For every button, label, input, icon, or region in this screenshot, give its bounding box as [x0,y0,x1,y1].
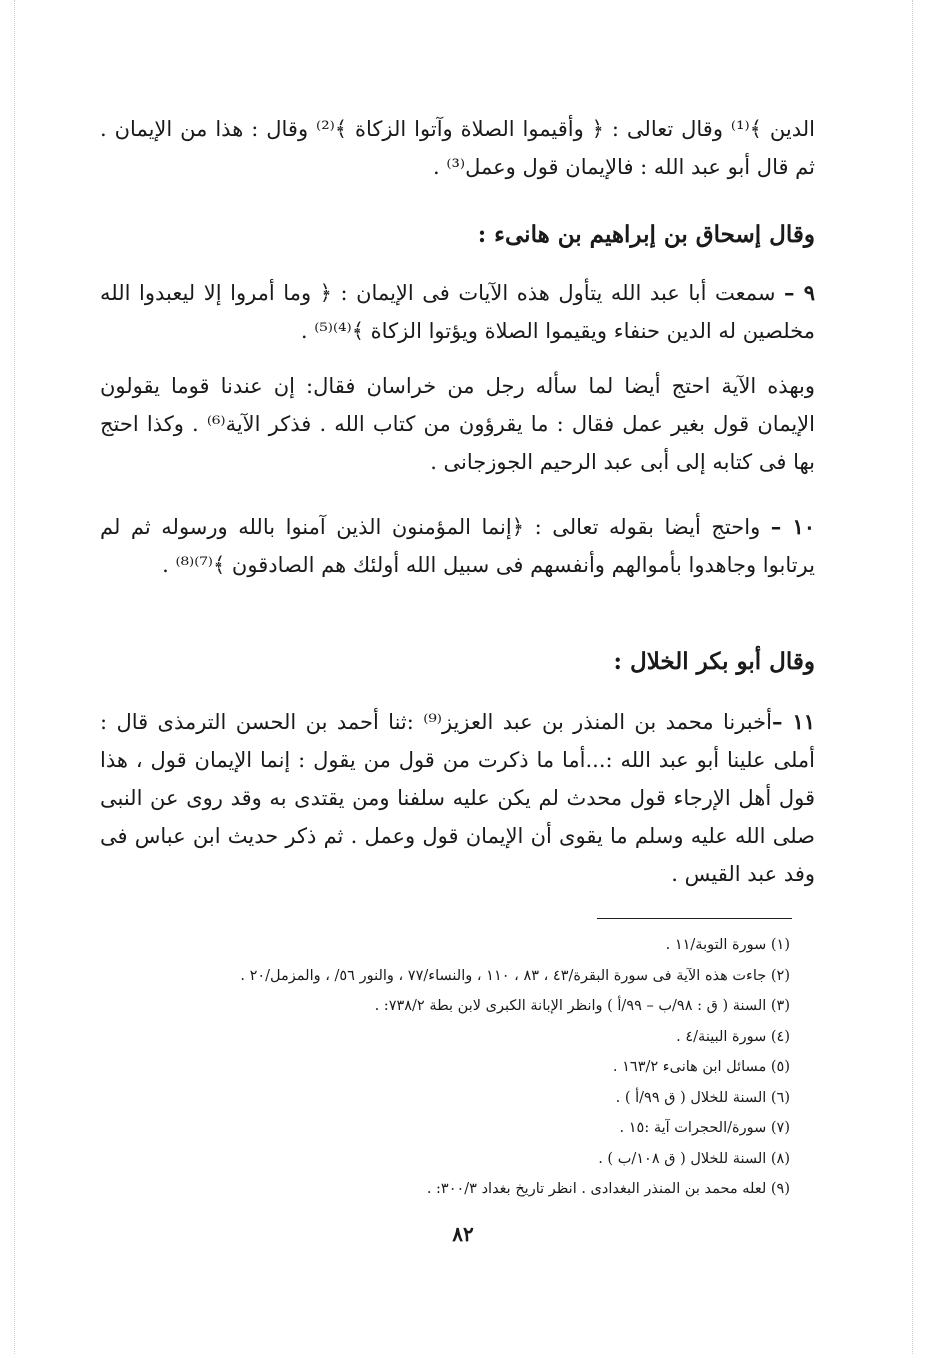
item-number-11: ١١ – [771,709,816,734]
paragraph-continuation [100,110,815,186]
footnote-9: (٩) لعله محمد بن المنذر البغدادى . انظر تاريخ بغداد ٣٠٠/٣: . [426,1181,790,1197]
paragraph-9-continued [100,367,815,481]
footnote-3: (٣) السنة ( ق : ٩٨/ب – ٩٩/أ ) وانظر الإبانة الكبرى لابن بطة ٧٣٨/٢: . [374,998,790,1014]
footnote-divider [597,918,792,919]
paragraph-9 [100,274,815,350]
footnotes-list [100,930,790,1205]
footnote-1: (١) سورة التوبة/١١ . [665,937,790,953]
footnote-6: (٦) السنة للخلال ( ق ٩٩/أ ) . [615,1089,790,1106]
footnote-4: (٤) سورة البينة/٤ . [676,1028,790,1045]
paragraph-11 [100,703,815,893]
scan-edge-left [14,0,15,1354]
paragraph-10 [100,508,815,584]
footnote-5: (٥) مسائل ابن هانىء ١٦٣/٢ . [612,1059,790,1075]
paragraph-text: أخبرنا محمد بن المنذر بن عبد العزيز⁽⁹⁾ :ثنا أحمد بن الحسن الترمذى قال : أملى علينا أبو عبد الله :...أما ما ذكرت من قول من يقول : إنما الإيمان قول ، هذا قول أهل الإرجاء قول محدث لم يكن عليه سلفنا ومن يقتدى به وقد روى عن النبى صلى الله عليه وسلم ما يقوى أن الإيمان قول وعمل . ثم ذكر حديث ابن عباس فى وفد عبد القيس . [100,710,815,886]
paragraph-text: سمعت أبا عبد الله يتأول هذه الآيات فى الإيمان : ﴿ وما أمروا إلا ليعبدوا الله مخلصين له الدين حنفاء ويقيموا الصلاة ويؤتوا الزكاة ﴾⁽⁴⁾⁽⁵⁾ . [100,281,815,343]
paragraph-text: وبهذه الآية احتج أيضا لما سأله رجل من خراسان فقال: إن عندنا قوما يقولون الإيمان قول بغير عمل فقال : ما يقرؤون من كتاب الله . فذكر الآية⁽⁶⁾ . وكذا احتج بها فى كتابه إلى أبى عبد الرحيم الجوزجانى . [100,374,815,474]
page-number: ٨٢ [452,1222,474,1246]
item-number-10: ١٠ – [770,514,816,539]
footnote-7: (٧) سورة/الحجرات آية :١٥ . [619,1120,790,1136]
item-number-9: ٩ – [784,280,815,305]
footnote-2: (٢) جاءت هذه الآية فى سورة البقرة/٤٣ ، ٨٣ ، ١١٠ ، والنساء/٧٧ ، والنور ٥٦/ ، والمزمل/٢٠ . [240,967,790,984]
footnote-8: (٨) السنة للخلال ( ق ١٠٨/ب ) . [598,1150,790,1167]
paragraph-text: الدين ﴾⁽¹⁾ وقال تعالى : ﴿ وأقيموا الصلاة وآتوا الزكاة ﴾⁽²⁾ وقال : هذا من الإيمان . ثم قال أبو عبد الله : فالإيمان قول وعمل⁽³⁾ . [100,117,815,179]
section-heading-khallal: وقال أبو بكر الخلال : [613,648,815,675]
scan-edge-right [912,0,913,1354]
paragraph-text: واحتج أيضا بقوله تعالى : ﴿إنما المؤمنون الذين آمنوا بالله ورسوله ثم لم يرتابوا وجاهدوا بأموالهم وأنفسهم فى سبيل الله أولئك هم الصادقون ﴾⁽⁷⁾⁽⁸⁾ . [100,515,815,577]
section-heading-ishaq: وقال إسحاق بن إبراهيم بن هانىء : [477,221,815,248]
